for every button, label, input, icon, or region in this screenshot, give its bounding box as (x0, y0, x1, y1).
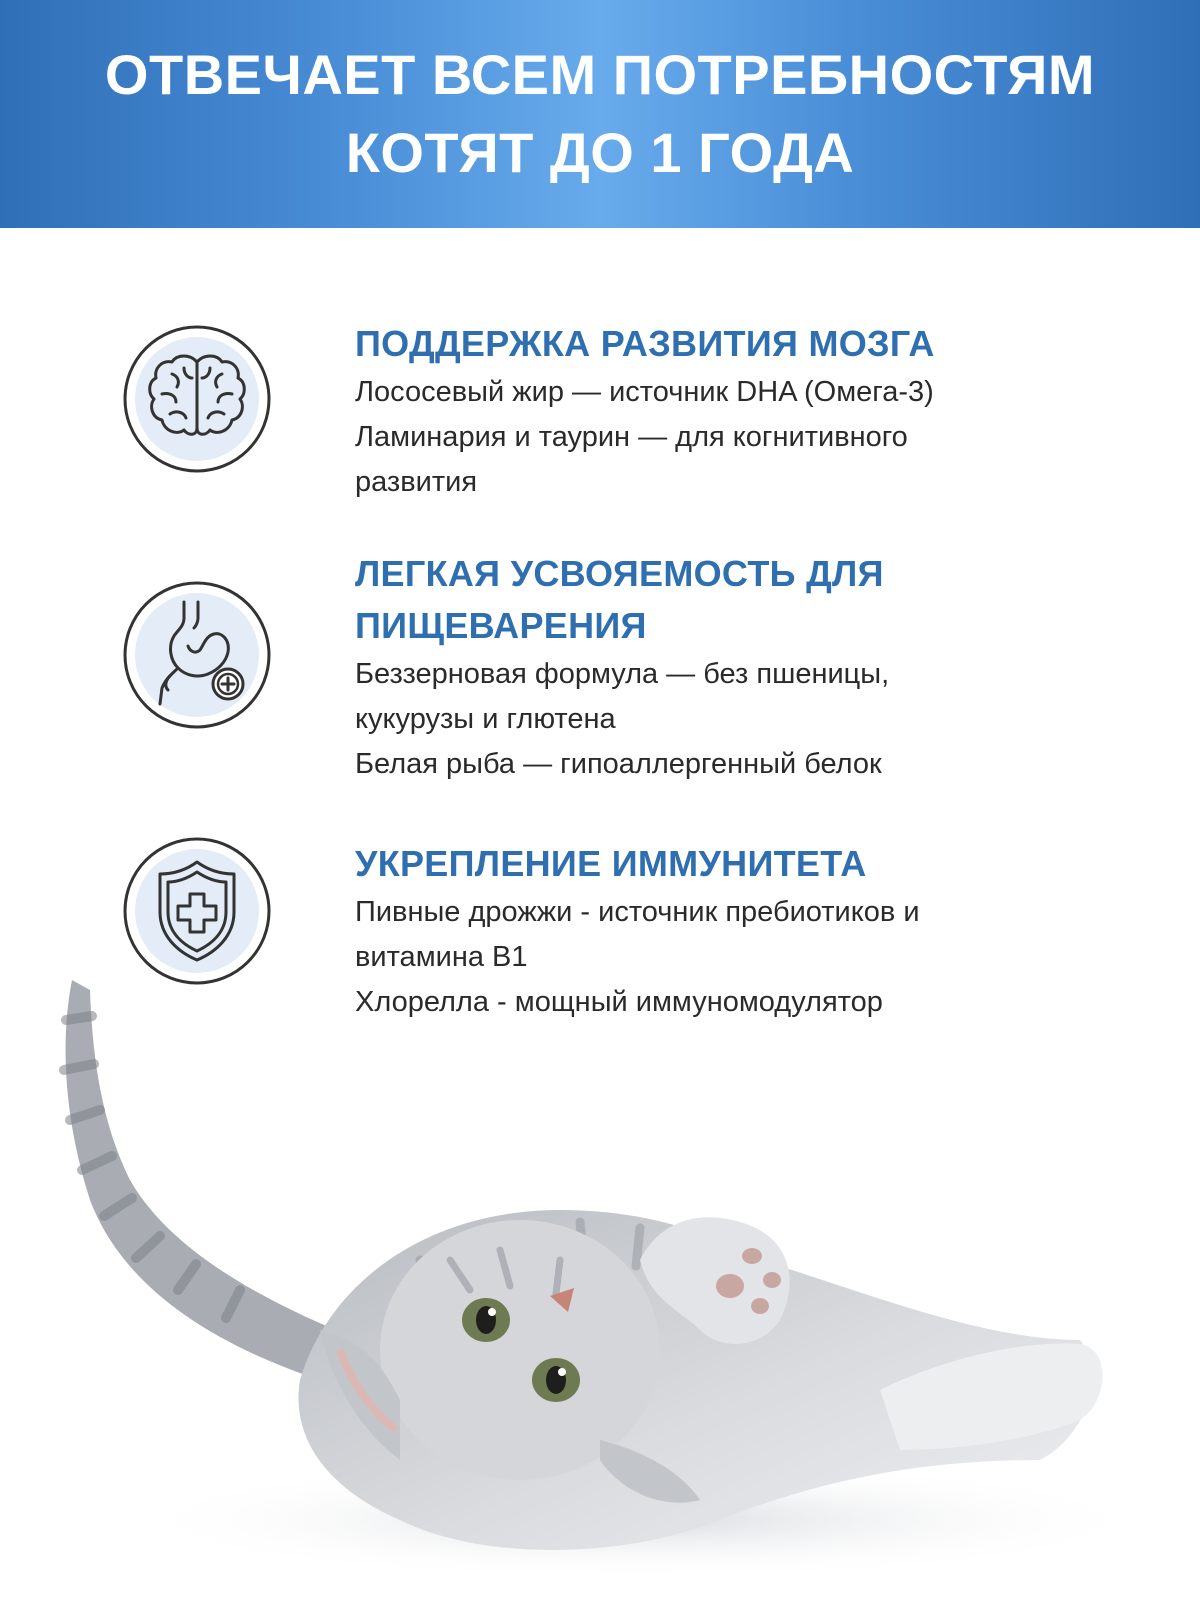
header-banner (0, 0, 1200, 228)
banner-title-line-1: ОТВЕЧАЕТ ВСЕМ ПОТРЕБНОСТЯМ (104, 43, 1096, 106)
feature-line: Ламинария и таурин — для когнитивного (355, 421, 908, 453)
feature-heading: ЛЕГКАЯ УСВОЯЕМОСТЬ ДЛЯ (355, 553, 884, 594)
kitten-photo (0, 960, 1200, 1600)
banner-title-line-2: КОТЯТ ДО 1 ГОДА (345, 121, 855, 184)
stomach-icon (122, 580, 272, 730)
feature-line: развития (355, 466, 478, 498)
feature-line: Белая рыба — гипоаллергенный белок (355, 748, 882, 780)
feature-heading: УКРЕПЛЕНИЕ ИММУНИТЕТА (355, 843, 867, 884)
feature-brain-text (355, 318, 1115, 505)
feature-heading: ПИЩЕВАРЕНИЯ (355, 605, 647, 646)
feature-heading: ПОДДЕРЖКА РАЗВИТИЯ МОЗГА (355, 323, 935, 364)
brain-icon (122, 324, 272, 474)
feature-line: Пивные дрожжи - источник пребиотиков и (355, 896, 920, 928)
feature-line: витамина B1 (355, 941, 528, 973)
feature-line: Хлорелла - мощный иммуномодулятор (355, 986, 883, 1018)
feature-digestion-text (355, 548, 1115, 787)
feature-line: Лососевый жир — источник DHA (Омега-3) (355, 376, 934, 408)
feature-line: кукурузы и глютена (355, 703, 616, 735)
feature-line: Беззерновая формула — без пшеницы, (355, 658, 890, 690)
